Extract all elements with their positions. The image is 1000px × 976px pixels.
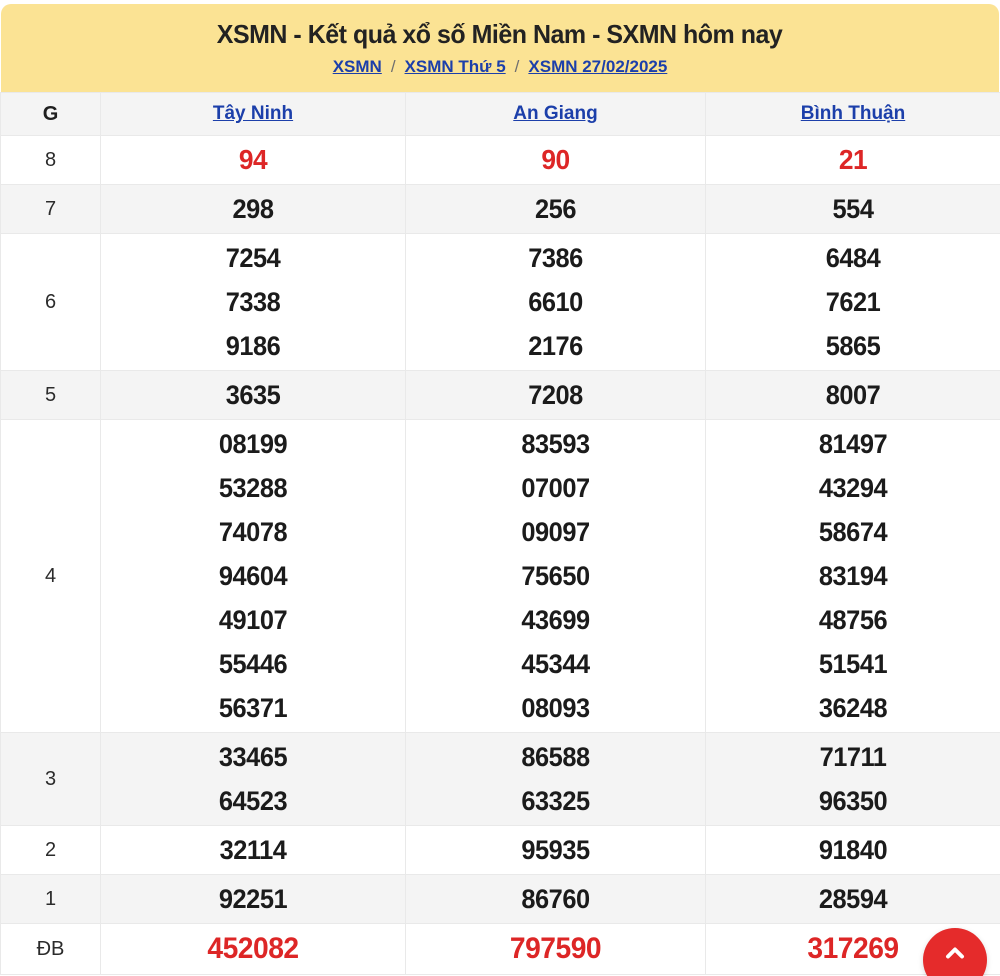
prize-number: 2176 [528, 331, 583, 361]
breadcrumb-separator: / [514, 57, 520, 76]
prize-cell [101, 826, 406, 875]
page-header [1, 4, 999, 92]
prize-cell [406, 875, 706, 924]
prize-number: 28594 [818, 884, 888, 914]
prize-cell [101, 875, 406, 924]
prize-number: 33465 [218, 742, 288, 772]
prize-number: 71711 [819, 742, 887, 772]
prize-cell [706, 826, 1000, 875]
prize-number: 55446 [218, 649, 288, 679]
prize-number: 49107 [218, 605, 288, 635]
prize-cell [706, 875, 1000, 924]
prize-number: 09097 [521, 517, 590, 547]
tier-label: 7 [1, 185, 101, 234]
prize-number: 7386 [528, 243, 583, 273]
province-column-header [706, 93, 1000, 136]
prize-number: 86588 [521, 742, 590, 772]
prize-number: 43294 [818, 473, 888, 503]
table-row [1, 875, 1000, 924]
page-title: XSMN - Kết quả xổ số Miền Nam - SXMN hôm nay [217, 19, 783, 49]
prize-number: 45344 [521, 649, 590, 679]
breadcrumb-link[interactable]: XSMN Thứ 5 [404, 57, 506, 76]
prize-number: 08093 [521, 693, 590, 723]
results-table [0, 92, 1000, 975]
table-row [1, 826, 1000, 875]
chevron-up-icon [941, 939, 969, 967]
prize-cell [406, 371, 706, 420]
breadcrumb-link[interactable]: XSMN 27/02/2025 [528, 57, 668, 76]
prize-cell [706, 371, 1000, 420]
prize-number: 63325 [521, 786, 590, 816]
province-link[interactable]: An Giang [513, 103, 598, 124]
prize-number: 51541 [818, 649, 888, 679]
results-body [1, 136, 1000, 975]
table-header-row [1, 93, 1000, 136]
prize-cell [706, 136, 1000, 185]
prize-cell [406, 420, 706, 733]
prize-cell [101, 924, 406, 975]
table-row [1, 371, 1000, 420]
breadcrumb [333, 57, 668, 77]
prize-number: 21 [838, 144, 868, 175]
prize-number: 81497 [818, 429, 888, 459]
breadcrumb-separator: / [390, 57, 396, 76]
prize-number: 452082 [207, 932, 299, 965]
tier-label: 2 [1, 826, 101, 875]
table-row [1, 924, 1000, 975]
prize-number: 94 [238, 144, 268, 175]
prize-number: 92251 [218, 884, 288, 914]
prize-number: 6610 [528, 287, 583, 317]
prize-cell [406, 136, 706, 185]
prize-number: 08199 [218, 429, 288, 459]
table-row [1, 136, 1000, 185]
prize-cell [101, 420, 406, 733]
tier-label: 1 [1, 875, 101, 924]
prize-number: 74078 [218, 517, 288, 547]
prize-cell [101, 733, 406, 826]
prize-number: 95935 [521, 835, 590, 865]
table-row [1, 420, 1000, 733]
prize-number: 7254 [225, 243, 281, 273]
prize-number: 554 [832, 194, 874, 224]
prize-cell [101, 136, 406, 185]
province-link[interactable]: Bình Thuận [800, 103, 906, 124]
tier-label: 6 [1, 234, 101, 371]
prize-number: 83194 [818, 561, 888, 591]
prize-number: 96350 [818, 786, 888, 816]
tier-label: 5 [1, 371, 101, 420]
prize-cell [706, 185, 1000, 234]
breadcrumb-link[interactable]: XSMN [332, 57, 382, 76]
province-column-header [101, 93, 406, 136]
prize-number: 07007 [521, 473, 590, 503]
prize-cell [706, 420, 1000, 733]
prize-number: 75650 [521, 561, 590, 591]
prize-number: 8007 [825, 380, 881, 410]
prize-number: 64523 [218, 786, 288, 816]
tier-label: 8 [1, 136, 101, 185]
prize-number: 43699 [521, 605, 590, 635]
prize-number: 7621 [825, 287, 881, 317]
prize-cell [101, 371, 406, 420]
prize-cell [101, 185, 406, 234]
prize-cell [406, 924, 706, 975]
table-row [1, 733, 1000, 826]
prize-number: 7208 [528, 380, 583, 410]
prize-number: 32114 [219, 835, 287, 865]
prize-number: 317269 [807, 932, 899, 965]
prize-number: 53288 [218, 473, 288, 503]
prize-number: 3635 [225, 380, 281, 410]
prize-number: 5865 [825, 331, 881, 361]
prize-cell [101, 234, 406, 371]
tier-label: 3 [1, 733, 101, 826]
prize-number: 6484 [825, 243, 881, 273]
prize-number: 36248 [818, 693, 888, 723]
prize-number: 256 [535, 194, 576, 224]
prize-column-header: G [1, 93, 101, 136]
prize-cell [406, 733, 706, 826]
prize-number: 298 [232, 194, 274, 224]
prize-number: 48756 [818, 605, 888, 635]
prize-number: 90 [541, 144, 570, 175]
prize-number: 797590 [509, 932, 602, 965]
prize-number: 58674 [818, 517, 888, 547]
prize-cell [406, 826, 706, 875]
province-column-header [406, 93, 706, 136]
prize-cell [406, 234, 706, 371]
prize-number: 56371 [218, 693, 288, 723]
prize-number: 86760 [521, 884, 590, 914]
tier-label: ĐB [1, 924, 101, 975]
prize-cell [406, 185, 706, 234]
table-row [1, 185, 1000, 234]
table-row [1, 234, 1000, 371]
prize-number: 91840 [818, 835, 888, 865]
prize-number: 94604 [218, 561, 288, 591]
prize-cell [706, 234, 1000, 371]
province-link[interactable]: Tây Ninh [212, 103, 294, 124]
prize-number: 9186 [225, 331, 281, 361]
tier-label: 4 [1, 420, 101, 733]
prize-number: 7338 [225, 287, 281, 317]
prize-cell [706, 733, 1000, 826]
prize-number: 83593 [521, 429, 590, 459]
